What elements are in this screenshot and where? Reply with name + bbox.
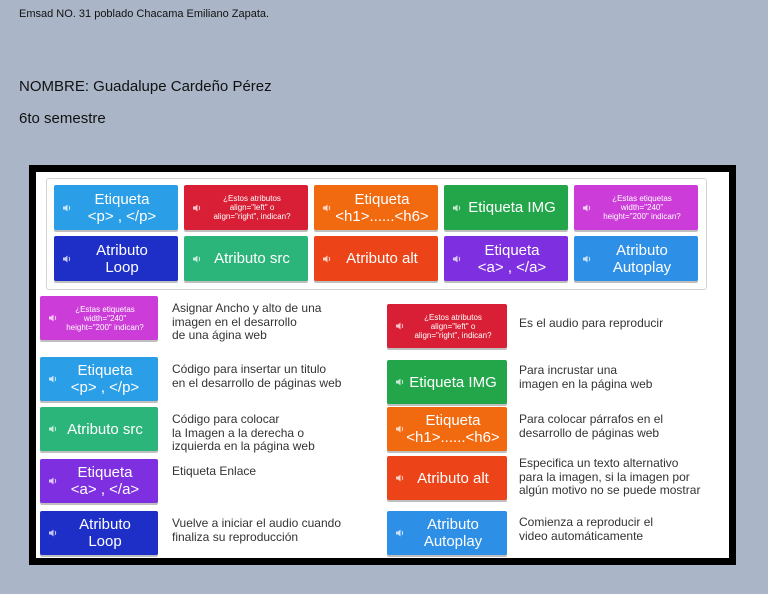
bank-tile[interactable]: [444, 236, 568, 281]
bank-tile[interactable]: [314, 185, 438, 230]
bank-tile[interactable]: [444, 185, 568, 230]
tile-label: Etiqueta <h1>......<h6>: [335, 190, 429, 225]
match-description: Código para colocar la Imagen a la derecha o izquierda en la página web: [172, 412, 315, 453]
tile-label: Etiqueta IMG: [468, 199, 556, 216]
tile-label: Atributo alt: [346, 250, 418, 267]
bank-tile[interactable]: [314, 236, 438, 281]
tile-label: Etiqueta <a> , </a>: [477, 241, 547, 276]
match-description: Etiqueta Enlace: [172, 464, 257, 478]
placed-tile[interactable]: [40, 407, 158, 451]
speaker-icon[interactable]: [395, 473, 405, 483]
speaker-icon[interactable]: [322, 203, 332, 213]
speaker-icon[interactable]: [62, 203, 72, 213]
placed-tile[interactable]: [40, 296, 158, 340]
bank-tile[interactable]: [184, 185, 308, 230]
tile-label: Atributo src: [67, 420, 143, 438]
bank-tile[interactable]: [184, 236, 308, 281]
bank-tile[interactable]: [574, 185, 698, 230]
speaker-icon[interactable]: [48, 424, 58, 434]
tile-label: Etiqueta <p> , </p>: [70, 362, 140, 396]
speaker-icon[interactable]: [62, 254, 72, 264]
match-description: Vuelve a iniciar el audio cuando finaliza su reproducción: [172, 516, 342, 544]
tile-label: Etiqueta <a> , </a>: [70, 464, 140, 498]
tile-label: ¿Estos atributos align="left" o align="right", indican?: [213, 194, 291, 221]
placed-tile[interactable]: [40, 357, 158, 401]
placed-tile[interactable]: [387, 360, 507, 404]
match-description: Asignar Ancho y alto de una imagen en el desarrollo de una ágina web: [172, 301, 322, 342]
match-description: Es el audio para reproducir: [519, 316, 664, 330]
speaker-icon[interactable]: [452, 254, 462, 264]
placed-tile[interactable]: [40, 511, 158, 555]
speaker-icon[interactable]: [322, 254, 332, 264]
tile-label: ¿Estas etiquetas width="240" height="200" indican?: [603, 194, 681, 221]
tile-label: ¿Estos atributos align="left" o align="right", indican?: [414, 312, 492, 340]
tile-label: Atributo Autoplay: [612, 241, 672, 276]
school-name: Emsad NO. 31 poblado Chacama Emiliano Zapata.: [19, 8, 270, 20]
speaker-icon[interactable]: [395, 424, 405, 434]
speaker-icon[interactable]: [452, 203, 462, 213]
match-description: Para incrustar una imagen en la página web: [519, 363, 653, 391]
tile-label: Atributo Loop: [79, 516, 131, 550]
tile-label: Etiqueta <p> , </p>: [87, 190, 157, 225]
speaker-icon[interactable]: [192, 254, 202, 264]
speaker-icon[interactable]: [395, 377, 405, 387]
tile-label: Etiqueta IMG: [409, 373, 497, 391]
placed-tile[interactable]: [387, 304, 507, 348]
placed-tile[interactable]: [387, 407, 507, 451]
speaker-icon[interactable]: [395, 321, 405, 331]
bank-tile[interactable]: [54, 185, 178, 230]
tile-label: Atributo Autoplay: [423, 516, 483, 550]
tile-label: Atributo alt: [417, 469, 489, 487]
speaker-icon[interactable]: [48, 313, 58, 323]
speaker-icon[interactable]: [395, 528, 405, 538]
speaker-icon[interactable]: [192, 203, 202, 213]
speaker-icon[interactable]: [582, 203, 592, 213]
match-description: Código para insertar un titulo en el desarrollo de páginas web: [172, 362, 342, 390]
match-description: Comienza a reproducir el video automáticamente: [519, 515, 654, 543]
semester-label: 6to semestre: [19, 110, 106, 127]
placed-tile[interactable]: [387, 511, 507, 555]
student-name: NOMBRE: Guadalupe Cardeño Pérez: [19, 78, 272, 95]
tile-label: Atributo Loop: [96, 241, 148, 276]
bank-tile[interactable]: [54, 236, 178, 281]
tile-label: Atributo src: [214, 250, 290, 267]
bank-tile[interactable]: [574, 236, 698, 281]
speaker-icon[interactable]: [48, 374, 58, 384]
tile-label: Etiqueta <h1>......<h6>: [406, 412, 500, 446]
speaker-icon[interactable]: [48, 528, 58, 538]
match-description: Especifica un texto alternativo para la imagen, si la imagen por algún motivo no se puede mostrar: [519, 456, 701, 497]
tile-label: ¿Estas etiquetas width="240" height="200" indican?: [66, 304, 144, 332]
speaker-icon[interactable]: [582, 254, 592, 264]
placed-tile[interactable]: [40, 459, 158, 503]
match-description: Para colocar párrafos en el desarrollo de páginas web: [519, 412, 664, 440]
placed-tile[interactable]: [387, 456, 507, 500]
speaker-icon[interactable]: [48, 476, 58, 486]
